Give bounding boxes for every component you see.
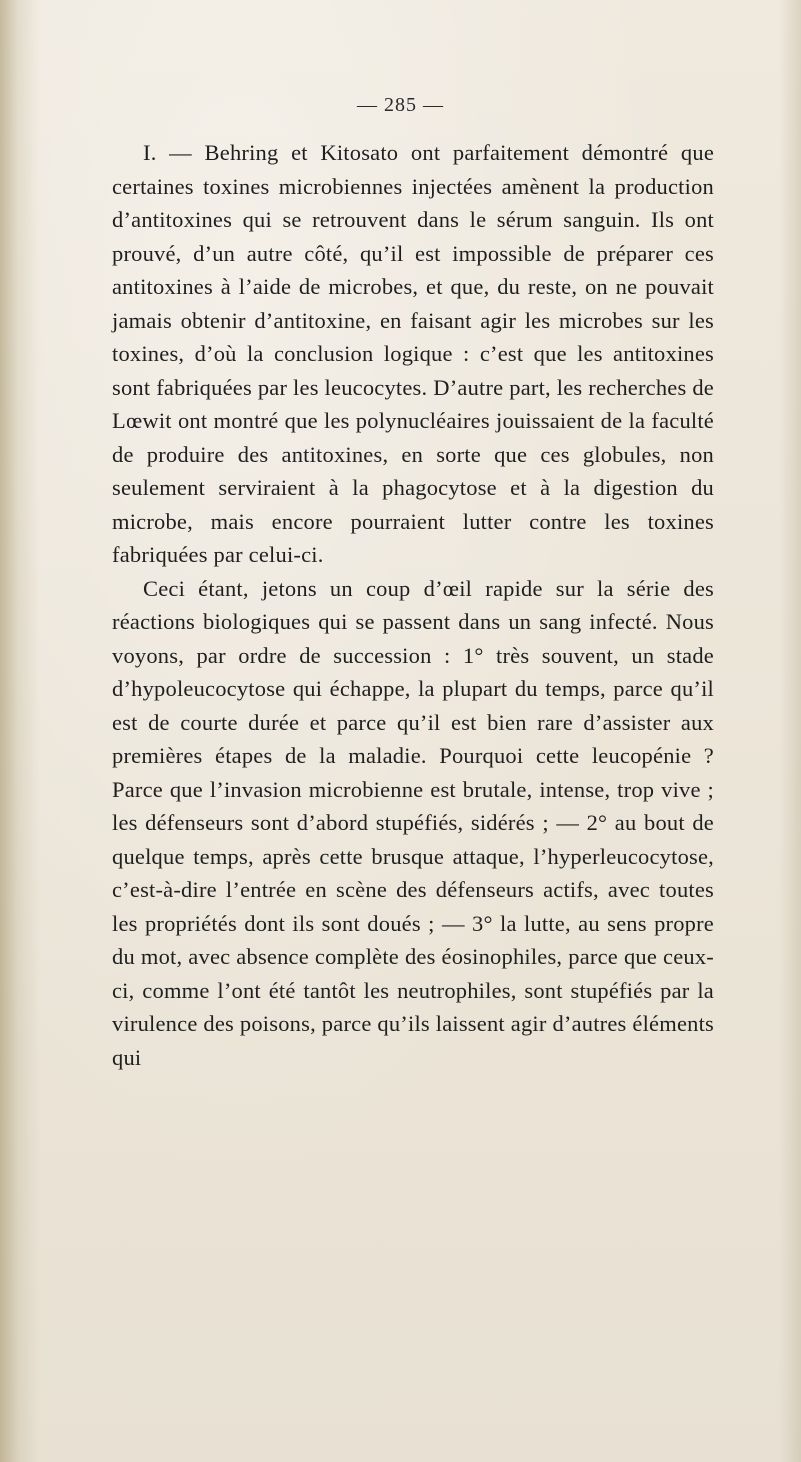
paragraph: Ceci étant, jetons un coup d’œil rapide sur la série des réactions biologiques qui se passent dans un sang infecté. Nous voyons, par ordre de succession : 1° très souvent, un stade d’hypoleucocytose qui échappe, la plupart du temps, parce qu’il est de courte durée et parce qu’il est bien rare d’assister aux premières étapes de la maladie. Pourquoi cette leucopénie ? Parce que l’invasion microbienne est brutale, intense, trop vive ; les défenseurs sont d’abord stupéfiés, sidérés ; — 2° au bout de quelque temps, après cette brusque attaque, l’hyperleucocytose, c’est-à-dire l’entrée en scène des défenseurs actifs, avec toutes les propriétés dont ils sont doués ; — 3° la lutte, au sens propre du mot, avec absence complète des éosinophiles, parce que ceux-ci, comme l’ont été tantôt les neutrophiles, sont stupéfiés par la virulence des poisons, parce qu’ils laissent agir d’autres éléments qui <box>112 575 714 1070</box>
paragraph: I. — Behring et Kitosato ont parfaitement démontré que certaines toxines microbiennes injectées amènent la production d’antitoxines qui se retrouvent dans le sérum sanguin. Ils ont prouvé, d’un autre côté, qu’il est impossible de préparer ces antitoxines à l’aide de microbes, et que, du reste, on ne pouvait jamais obtenir d’antitoxine, en faisant agir les microbes sur les toxines, d’où la conclusion logique : c’est que les antitoxines sont fabriquées par les leucocytes. D’autre part, les recherches de Lœwit ont montré que les polynucléaires jouissaient de la faculté de produire des antitoxines, en sorte que ces globules, non seulement serviraient à la phagocytose et à la digestion du microbe, mais encore pourraient lutter contre les toxines fabriquées par celui-ci. <box>112 140 714 567</box>
page-edge-shadow-left <box>0 0 40 1462</box>
page-number: — 285 — <box>357 94 444 116</box>
page-edge-shadow-right <box>779 0 801 1462</box>
body-text <box>112 136 714 1074</box>
